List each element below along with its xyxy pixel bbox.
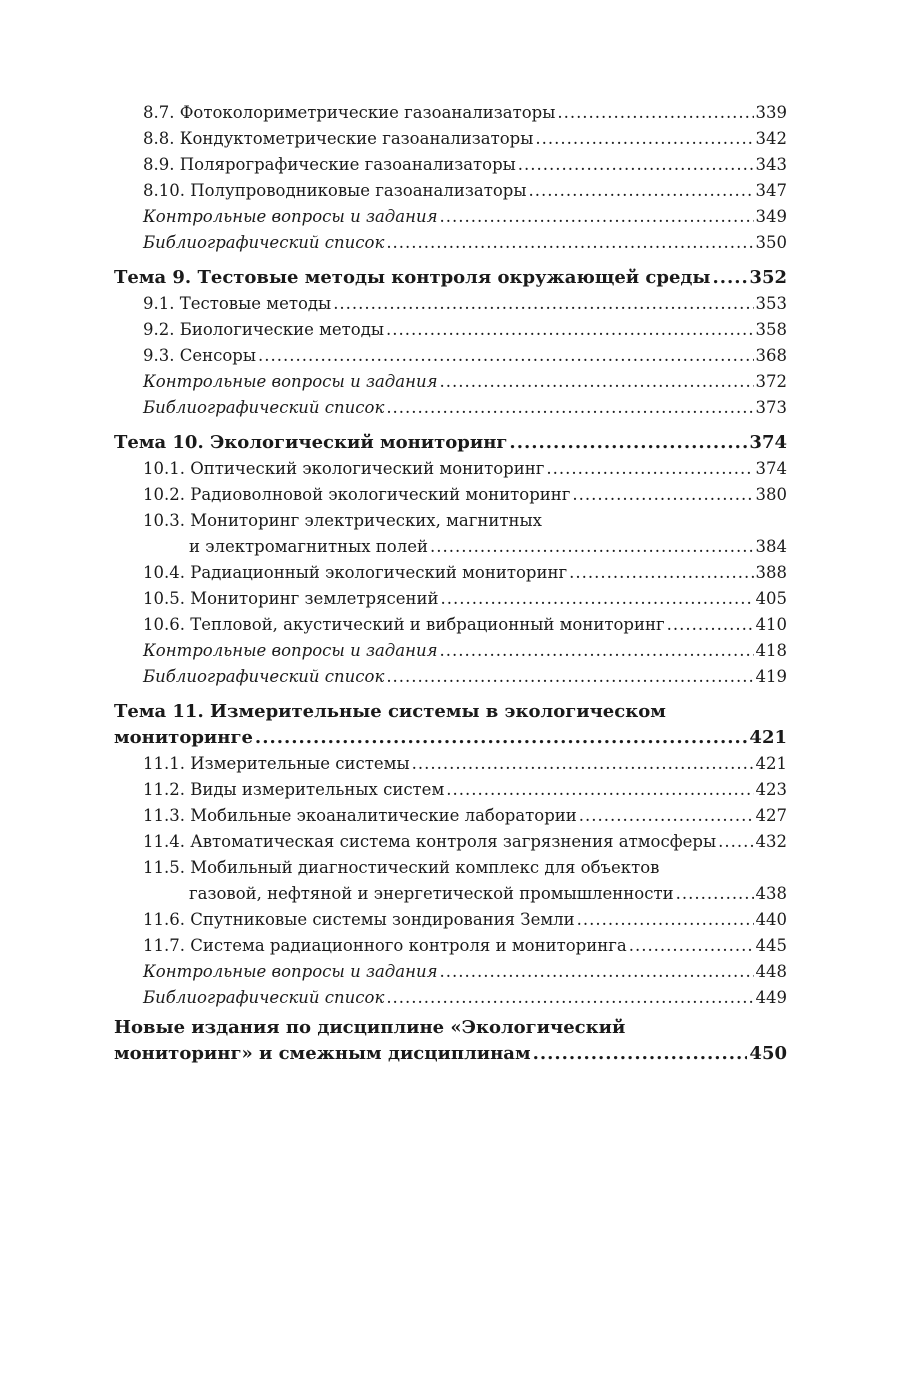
leader-dots: [386, 317, 753, 343]
toc-entry-title: Библиографический список: [143, 398, 385, 417]
toc-new-editions-title-line-2-row: [114, 1041, 787, 1067]
leader-dots: [441, 586, 754, 612]
toc-entry-title: 11.2. Виды измерительных систем: [143, 780, 445, 799]
toc-page-number: 343: [755, 155, 787, 174]
leader-dots: [528, 178, 753, 204]
toc-new-editions-title-line-2: мониторинг» и смежным дисциплинам: [114, 1043, 531, 1064]
toc-entry-11-6[interactable]: [114, 907, 787, 933]
toc-entry-8-7[interactable]: [114, 100, 787, 126]
toc-entry-title: 10.6. Тепловой, акустический и вибрационный мониторинг: [143, 615, 665, 634]
leader-dots: [440, 959, 754, 985]
toc-entry-title: Контрольные вопросы и задания: [143, 641, 438, 660]
toc-entry-title: 11.6. Спутниковые системы зондирования Земли: [143, 910, 575, 929]
leader-dots: [546, 456, 753, 482]
toc-page-number: 450: [749, 1043, 787, 1064]
toc-entry-11-4[interactable]: [114, 829, 787, 855]
toc-entry-title: 11.4. Автоматическая система контроля загрязнения атмосферы: [143, 832, 717, 851]
toc-entry-title-line-1: 11.5. Мобильный диагностический комплекс для объектов: [143, 858, 660, 877]
toc-entry-10-4[interactable]: [114, 560, 787, 586]
toc-page-number: 368: [755, 346, 787, 365]
toc-entry-title: Библиографический список: [143, 233, 385, 252]
leader-dots: [629, 933, 754, 959]
toc-entry-title: Контрольные вопросы и задания: [143, 962, 438, 981]
toc-page-number: 388: [755, 563, 787, 582]
toc-entry-title: Библиографический список: [143, 667, 385, 686]
toc-topic-11[interactable]: [114, 699, 787, 751]
toc-entry-bibliography-10[interactable]: [114, 664, 787, 690]
toc-topic-10[interactable]: [114, 430, 787, 456]
leader-dots: [569, 560, 753, 586]
toc-page-number: 339: [755, 103, 787, 122]
leader-dots: [676, 881, 754, 907]
leader-dots: [509, 430, 747, 456]
toc-page-number: 421: [755, 754, 787, 773]
toc-topic-9[interactable]: [114, 265, 787, 291]
toc-page-number: 374: [755, 459, 787, 478]
toc-entry-title: 11.1. Измерительные системы: [143, 754, 410, 773]
toc-page-number: 372: [755, 372, 787, 391]
toc-page-number: 353: [755, 294, 787, 313]
toc-entry-title-line-2-row: [114, 534, 787, 560]
toc-entry-bibliography-8[interactable]: [114, 230, 787, 256]
toc-entry-title-line-1: 10.3. Мониторинг электрических, магнитных: [143, 511, 542, 530]
leader-dots: [533, 1041, 748, 1067]
toc-entry-title: 8.10. Полупроводниковые газоанализаторы: [143, 181, 527, 200]
toc-entry-10-6[interactable]: [114, 612, 787, 638]
leader-dots: [258, 343, 754, 369]
toc-topic-title-line-2: мониторинге: [114, 727, 253, 748]
leader-dots: [718, 829, 753, 855]
toc-entry-questions-10[interactable]: [114, 638, 787, 664]
toc-page-number: 374: [749, 432, 787, 453]
toc-page-number: 347: [755, 181, 787, 200]
toc-entry-title-line-2: газовой, нефтяной и энергетической промышленности: [189, 884, 674, 903]
leader-dots: [333, 291, 753, 317]
toc-entry-10-2[interactable]: [114, 482, 787, 508]
toc-topic-title: Тема 10. Экологический мониторинг: [114, 432, 508, 453]
leader-dots: [535, 126, 753, 152]
toc-entry-title: 8.8. Кондуктометрические газоанализаторы: [143, 129, 534, 148]
leader-dots: [386, 395, 753, 421]
toc-page-number: 432: [755, 832, 787, 851]
leader-dots: [440, 204, 754, 230]
toc-entry-title: 10.4. Радиационный экологический мониторинг: [143, 563, 568, 582]
leader-dots: [446, 777, 753, 803]
toc-entry-8-10[interactable]: [114, 178, 787, 204]
toc-entry-title: 10.1. Оптический экологический мониторинг: [143, 459, 545, 478]
toc-entry-title: 9.1. Тестовые методы: [143, 294, 332, 313]
leader-dots: [557, 100, 753, 126]
table-of-contents: [114, 100, 787, 1067]
toc-topic-title: Тема 9. Тестовые методы контроля окружающей среды: [114, 267, 711, 288]
toc-page-number: 427: [755, 806, 787, 825]
leader-dots: [577, 907, 754, 933]
toc-entry-title: 9.2. Биологические методы: [143, 320, 385, 339]
toc-page-number: 380: [755, 485, 787, 504]
toc-page-number: 350: [755, 233, 787, 252]
toc-page-number: 349: [755, 207, 787, 226]
toc-entry-9-3[interactable]: [114, 343, 787, 369]
leader-dots: [440, 638, 754, 664]
toc-entry-11-1[interactable]: [114, 751, 787, 777]
toc-entry-title: Библиографический список: [143, 988, 385, 1007]
leader-dots: [412, 751, 754, 777]
leader-dots: [579, 803, 754, 829]
toc-entry-10-3[interactable]: [114, 508, 787, 560]
toc-page-number: 423: [755, 780, 787, 799]
leader-dots: [430, 534, 754, 560]
toc-topic-title-line-2-row: [114, 725, 787, 751]
toc-topic-title-line-1: Тема 11. Измерительные системы в экологическом: [114, 701, 666, 722]
leader-dots: [386, 230, 753, 256]
toc-entry-11-2[interactable]: [114, 777, 787, 803]
toc-page-number: 445: [755, 936, 787, 955]
toc-page-number: 405: [755, 589, 787, 608]
toc-page-number: 410: [755, 615, 787, 634]
leader-dots: [386, 664, 753, 690]
toc-page-number: 342: [755, 129, 787, 148]
toc-entry-bibliography-11[interactable]: [114, 985, 787, 1011]
toc-entry-9-2[interactable]: [114, 317, 787, 343]
toc-entry-8-8[interactable]: [114, 126, 787, 152]
leader-dots: [667, 612, 754, 638]
toc-entry-questions-8[interactable]: [114, 204, 787, 230]
toc-entry-title-line-2-row: [114, 881, 787, 907]
leader-dots: [572, 482, 753, 508]
toc-entry-11-5[interactable]: [114, 855, 787, 907]
toc-new-editions-title-line-1: Новые издания по дисциплине «Экологический: [114, 1017, 626, 1038]
toc-entry-questions-9[interactable]: [114, 369, 787, 395]
toc-entry-10-1[interactable]: [114, 456, 787, 482]
toc-entry-11-3[interactable]: [114, 803, 787, 829]
toc-page-number: 438: [755, 884, 787, 903]
toc-new-editions[interactable]: [114, 1015, 787, 1067]
toc-page-number: 448: [755, 962, 787, 981]
toc-entry-title: Контрольные вопросы и задания: [143, 207, 438, 226]
leader-dots: [255, 725, 748, 751]
toc-page-number: 419: [755, 667, 787, 686]
toc-page-number: 358: [755, 320, 787, 339]
toc-entry-title: 10.2. Радиоволновой экологический мониторинг: [143, 485, 571, 504]
toc-entry-8-9[interactable]: [114, 152, 787, 178]
toc-page-number: 352: [749, 267, 787, 288]
toc-entry-10-5[interactable]: [114, 586, 787, 612]
toc-entry-title: 9.3. Сенсоры: [143, 346, 256, 365]
toc-entry-title: 8.9. Полярографические газоанализаторы: [143, 155, 516, 174]
toc-page-number: 418: [755, 641, 787, 660]
toc-page-number: 440: [755, 910, 787, 929]
leader-dots: [712, 265, 747, 291]
toc-entry-questions-11[interactable]: [114, 959, 787, 985]
toc-page-number: 384: [755, 537, 787, 556]
toc-page-number: 449: [755, 988, 787, 1007]
toc-entry-title: 11.3. Мобильные экоаналитические лаборатории: [143, 806, 577, 825]
toc-entry-9-1[interactable]: [114, 291, 787, 317]
leader-dots: [518, 152, 754, 178]
toc-entry-11-7[interactable]: [114, 933, 787, 959]
leader-dots: [386, 985, 753, 1011]
toc-page-number: 373: [755, 398, 787, 417]
leader-dots: [440, 369, 754, 395]
toc-entry-title: Контрольные вопросы и задания: [143, 372, 438, 391]
toc-page-number: 421: [749, 727, 787, 748]
toc-entry-title-line-2: и электромагнитных полей: [189, 537, 428, 556]
toc-entry-bibliography-9[interactable]: [114, 395, 787, 421]
toc-entry-title: 11.7. Система радиационного контроля и мониторинга: [143, 936, 627, 955]
toc-entry-title: 8.7. Фотоколориметрические газоанализаторы: [143, 103, 556, 122]
toc-entry-title: 10.5. Мониторинг землетрясений: [143, 589, 439, 608]
